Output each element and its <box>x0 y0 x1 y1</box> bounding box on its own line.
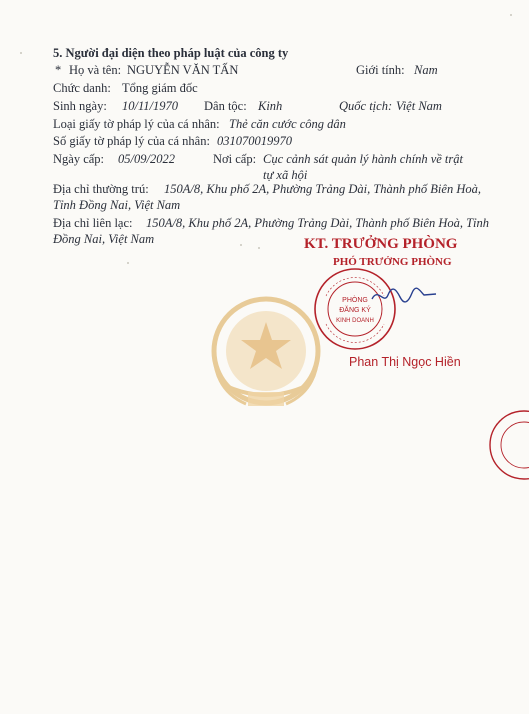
deputy-title: PHÓ TRƯỞNG PHÒNG <box>333 256 452 268</box>
name-label: Họ và tên: <box>69 63 122 77</box>
official-seal-icon <box>312 266 398 352</box>
permanent-address-line2: Tỉnh Đồng Nai, Việt Nam <box>53 198 181 212</box>
signer-name: Phan Thị Ngọc Hiền <box>349 355 461 369</box>
name-value: NGUYỄN VĂN TẤN <box>127 63 239 77</box>
name-marker: * <box>55 63 62 77</box>
gender-value: Nam <box>414 63 438 77</box>
dob-label: Sinh ngày: <box>53 99 107 113</box>
issue-date-value: 05/09/2022 <box>118 152 175 166</box>
svg-text:ĐĂNG KÝ: ĐĂNG KÝ <box>339 307 371 314</box>
scan-speck <box>127 262 129 264</box>
partial-seal-icon <box>466 405 529 501</box>
nationality-label: Quốc tịch: <box>339 99 393 113</box>
svg-text:KINH DOANH: KINH DOANH <box>336 318 374 324</box>
issue-place-line2: tự xã hội <box>263 168 308 182</box>
contact-address-line1: 150A/8, Khu phố 2A, Phường Trảng Dài, Thành phố Biên Hoà, Tỉnh <box>146 216 490 230</box>
issue-place-line1: Cục cảnh sát quản lý hành chính về trật <box>263 152 463 166</box>
section-title: 5. Người đại diện theo pháp luật của công ty <box>53 46 289 60</box>
dob-value: 10/11/1970 <box>122 99 179 113</box>
issue-place-label: Nơi cấp: <box>213 152 257 166</box>
kt-heading: KT. TRƯỞNG PHÒNG <box>304 236 458 252</box>
nationality-value: Việt Nam <box>396 99 442 113</box>
issue-date-label: Ngày cấp: <box>53 152 105 166</box>
scan-speck <box>258 247 260 249</box>
contact-address-line2: Đồng Nai, Việt Nam <box>53 232 155 246</box>
title-label: Chức danh: <box>53 81 111 95</box>
scan-speck <box>20 52 22 54</box>
permanent-address-label: Địa chỉ thường trú: <box>53 182 149 196</box>
gender-label: Giới tính: <box>356 63 405 77</box>
permanent-address-line1: 150A/8, Khu phố 2A, Phường Trảng Dài, Thành phố Biên Hoà, <box>164 182 481 196</box>
signature-icon <box>370 283 438 307</box>
contact-address-label: Địa chỉ liên lạc: <box>53 216 133 230</box>
svg-text:PHÒNG: PHÒNG <box>342 297 368 304</box>
ethnicity-value: Kinh <box>258 99 283 113</box>
id-type-label: Loại giấy tờ pháp lý của cá nhân: <box>53 117 220 131</box>
scan-speck <box>240 244 242 246</box>
scan-speck <box>510 14 512 16</box>
id-type-value: Thẻ căn cước công dân <box>229 117 346 131</box>
id-number-value: 031070019970 <box>217 134 292 148</box>
title-value: Tổng giám đốc <box>122 81 198 95</box>
id-number-label: Số giấy tờ pháp lý của cá nhân: <box>53 134 210 148</box>
ethnicity-label: Dân tộc: <box>204 99 247 113</box>
